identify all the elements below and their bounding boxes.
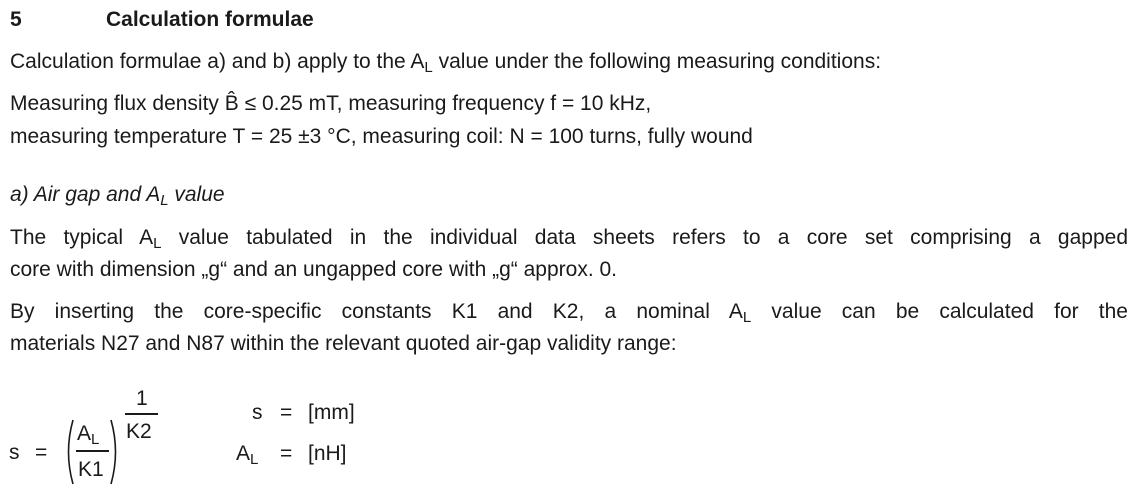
section-number: 5 bbox=[10, 8, 22, 31]
conditions-line-1: Measuring flux density B̂ ≤ 0.25 mT, measuring frequency f = 10 kHz, bbox=[10, 92, 652, 115]
conditions-line-2: measuring temperature T = 25 ±3 °C, measuring coil: N = 100 turns, fully wound bbox=[10, 125, 753, 148]
unit-al-equals: = bbox=[280, 442, 293, 465]
unit-s-equals: = bbox=[280, 401, 293, 424]
fraction-numerator-main: A bbox=[77, 422, 92, 445]
intro-suffix: value under the following measuring conditions: bbox=[432, 50, 882, 73]
section-heading bbox=[10, 7, 314, 33]
formula-lhs: s bbox=[9, 441, 20, 464]
subsection-a-suffix: value bbox=[168, 183, 225, 206]
subsection-heading-a bbox=[10, 182, 225, 208]
left-parenthesis bbox=[63, 418, 75, 486]
exponent-denominator: K2 bbox=[126, 420, 152, 443]
right-parenthesis bbox=[109, 418, 121, 486]
subsection-a-prefix: a) Air gap and A bbox=[10, 183, 161, 206]
paragraph-2-line-2: materials N27 and N87 within the relevant quoted air-gap validity range: bbox=[10, 332, 677, 355]
para2-suffix: value can be calculated for the bbox=[751, 300, 1128, 323]
intro-prefix: Calculation formulae a) and b) apply to the A bbox=[10, 50, 425, 73]
fraction-bar bbox=[76, 450, 109, 452]
unit-s-variable: s bbox=[252, 401, 263, 424]
intro-paragraph bbox=[10, 49, 881, 75]
unit-al-variable bbox=[236, 442, 258, 466]
fraction-numerator-subscript: L bbox=[91, 431, 100, 448]
para2-prefix: By inserting the core-specific constants K1 and K2, a nominal A bbox=[10, 300, 743, 323]
unit-al-subscript: L bbox=[250, 451, 259, 468]
para1-suffix: value tabulated in the individual data sheets refers to a core set comprising a gapped bbox=[161, 226, 1128, 249]
fraction-numerator bbox=[77, 422, 99, 446]
unit-al-value: [nH] bbox=[308, 442, 347, 465]
unit-s-value: [mm] bbox=[308, 401, 355, 424]
fraction-denominator: K1 bbox=[78, 458, 104, 481]
para1-subscript: L bbox=[153, 235, 162, 252]
exponent-bar bbox=[125, 413, 158, 415]
section-title: Calculation formulae bbox=[106, 8, 314, 31]
para2-subscript: L bbox=[742, 309, 752, 326]
para1-prefix: The typical A bbox=[10, 226, 154, 249]
exponent-numerator: 1 bbox=[136, 387, 148, 410]
air-gap-formula bbox=[0, 380, 420, 493]
paragraph-1-line-2: core with dimension „g“ and an ungapped core with „g“ approx. 0. bbox=[10, 258, 618, 281]
paragraph-2-line-1 bbox=[10, 299, 1128, 325]
intro-subscript: L bbox=[424, 59, 433, 76]
paragraph-1-line-1 bbox=[10, 225, 1128, 251]
subsection-a-subscript: L bbox=[160, 192, 169, 209]
unit-al-main: A bbox=[236, 442, 251, 465]
formula-equals: = bbox=[35, 441, 48, 464]
